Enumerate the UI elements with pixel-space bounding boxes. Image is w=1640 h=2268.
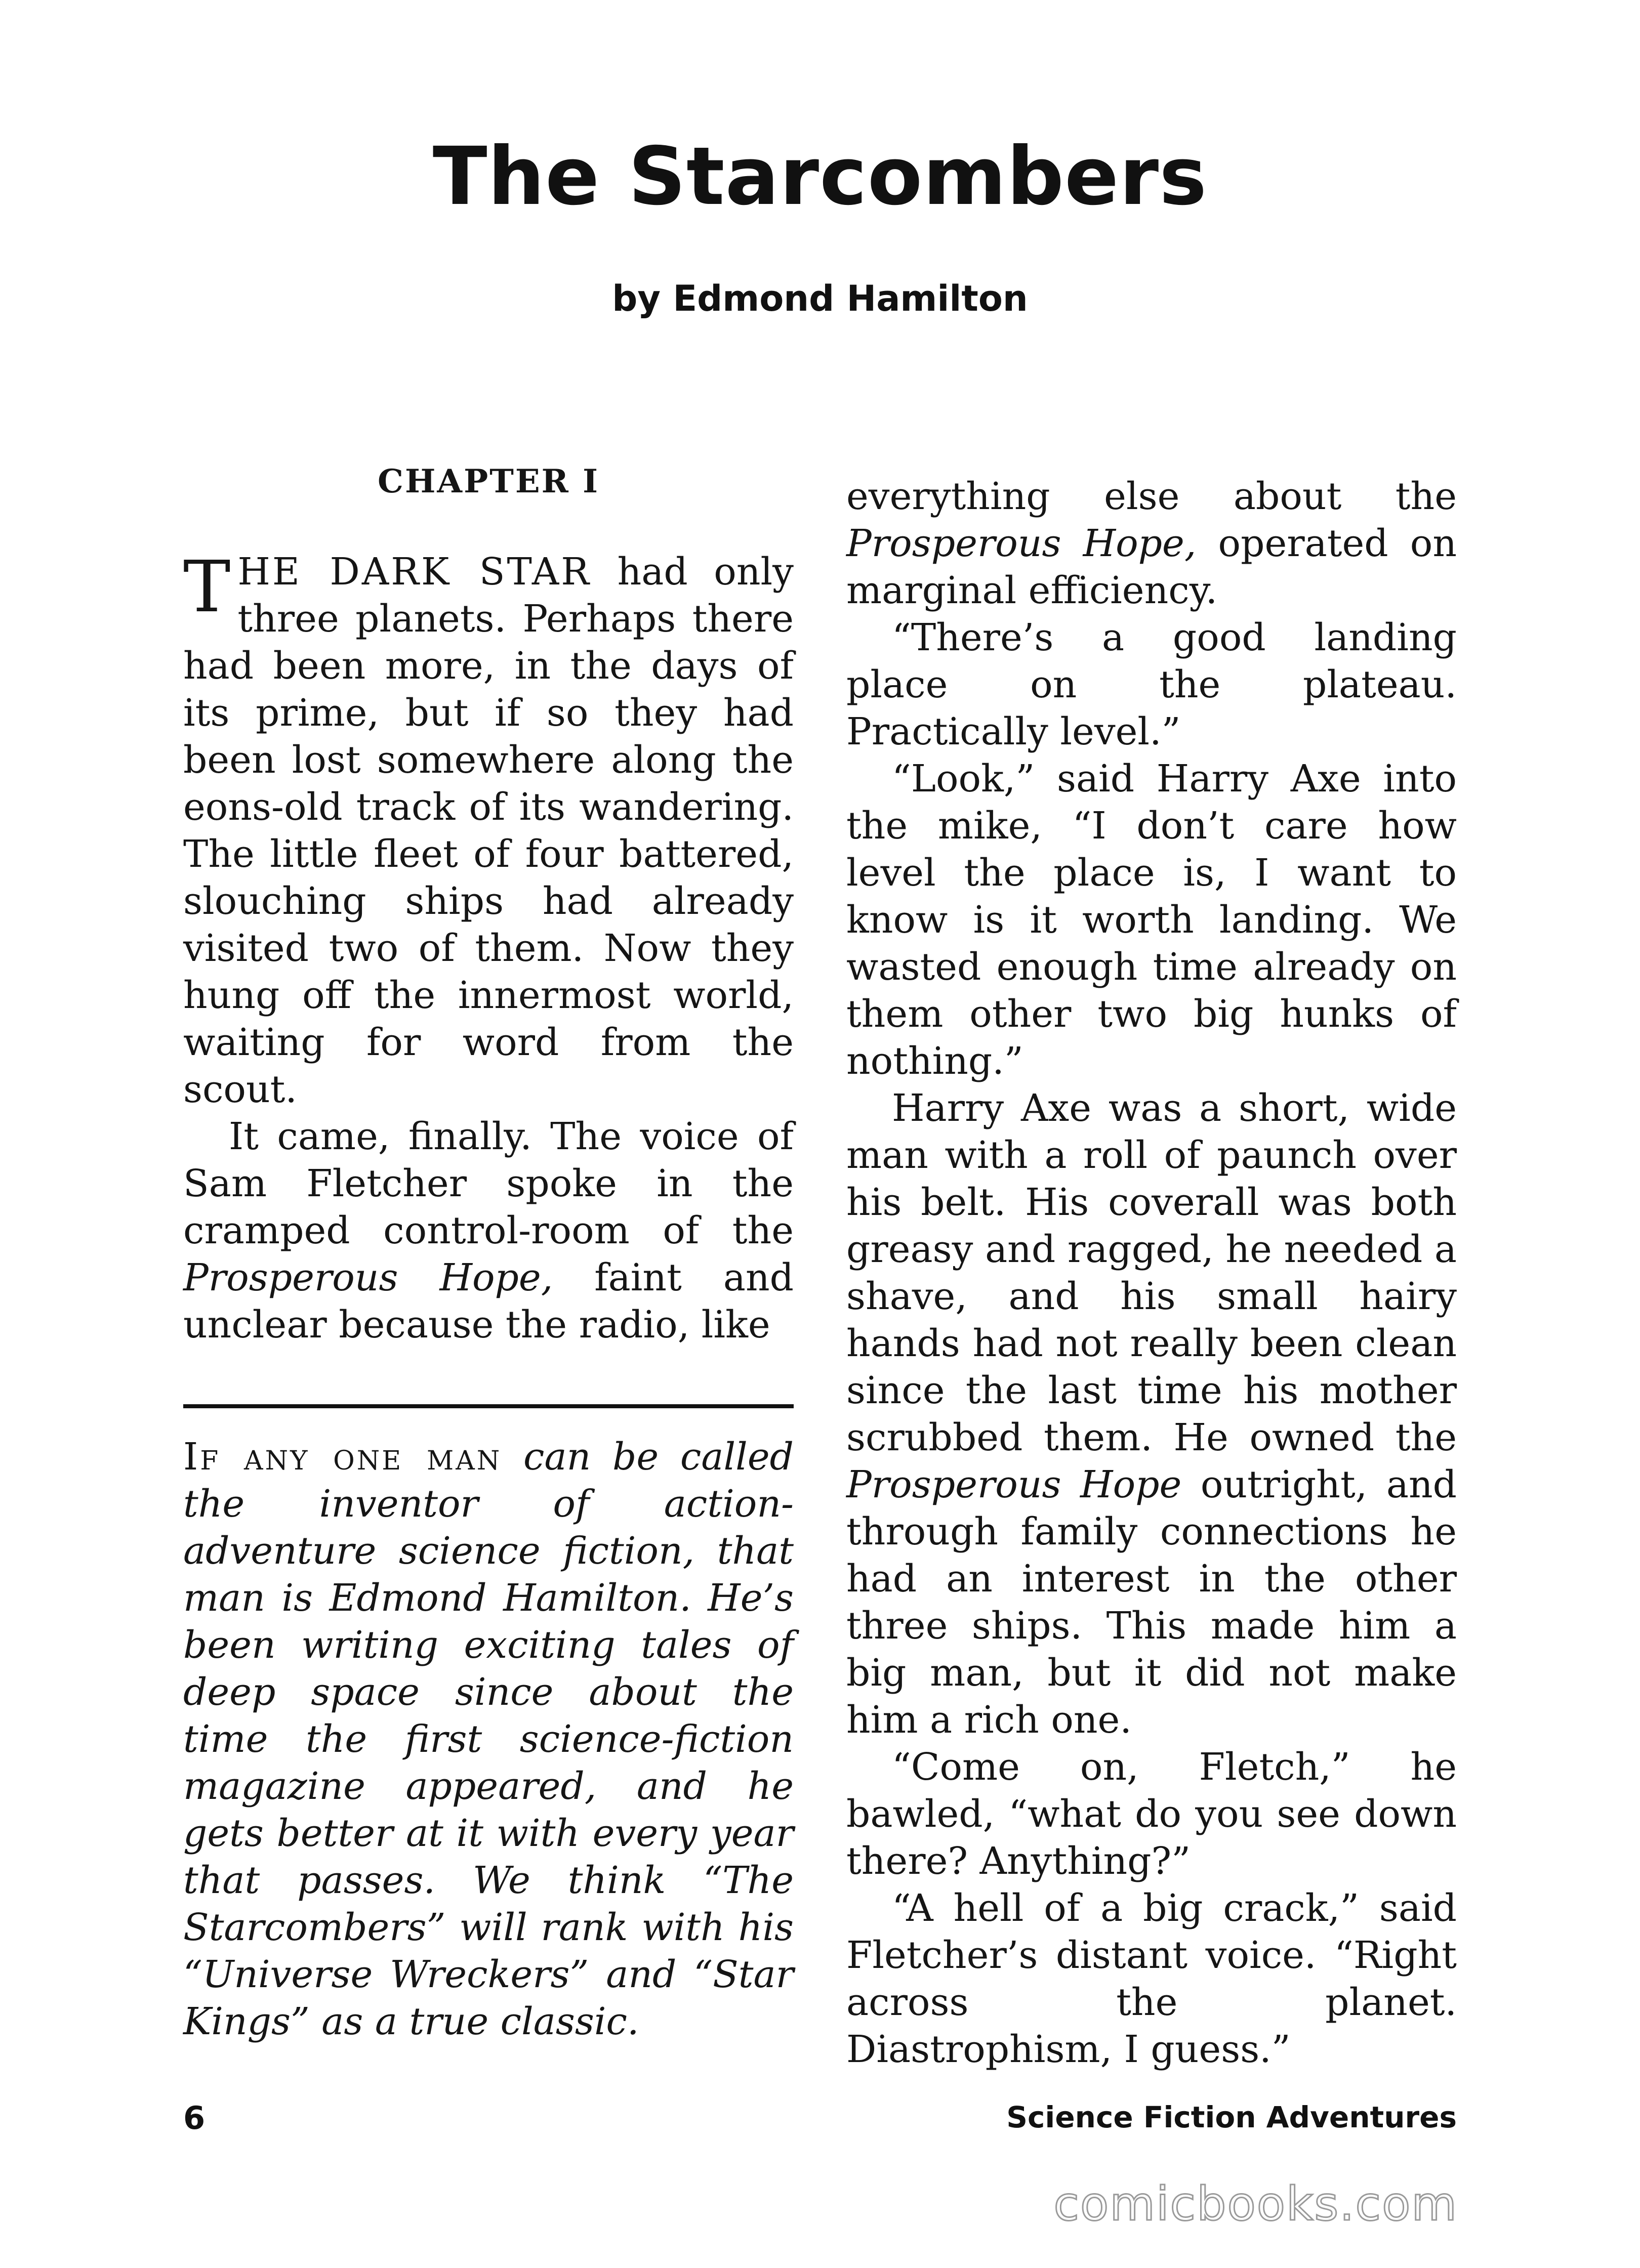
editorial-text: can be called the inventor of action-adventure science fiction, that man is Edmond Hamilton. He’s been writing exciting tales of deep space since about the time the first science-fiction magazine appeared, and he gets better at it with every year that passes. We think “The Starcombers” will rank with his “Universe Wreckers” and “Star Kings” as a true classic. — [183, 1435, 794, 2043]
paragraph-5-text-end: outright, and through family connections he had an interest in the other three ships. This made him a big man, but it did not make him a rich one. — [846, 1463, 1457, 1742]
editorial-lead: If any one man — [183, 1435, 502, 1479]
opening-text: had only three planets. Perhaps there had been more, in the days of its prime, but if so they had been lost somewhere along the eons-old track of its wandering. The little fleet of four battered, slouching ships had already visited two of them. Now they hung off the innermost world, waiting for word from the scout. — [183, 550, 794, 1111]
paragraph-7: “A hell of a big crack,” said Fletcher’s distant voice. “Right across the planet. Diastrophism, I guess.” — [846, 1886, 1457, 2071]
left-column — [183, 463, 794, 2045]
author-byline: by Edmond Hamilton — [612, 278, 1028, 319]
continued-text-end: operated on marginal efficiency. — [846, 522, 1457, 612]
paragraph-continued — [846, 473, 1457, 614]
magazine-name: Science Fiction Adventures — [1006, 2100, 1457, 2134]
continued-text: everything else about the — [846, 475, 1457, 518]
page-number: 6 — [183, 2099, 206, 2136]
paragraph-3: “There’s a good landing place on the plateau. Practically level.” — [846, 616, 1457, 753]
chapter-heading: CHAPTER I — [378, 463, 599, 500]
opening-paragraph — [183, 546, 794, 1113]
paragraph-5-text: Harry Axe was a short, wide man with a roll of paunch over his belt. His coverall was both greasy and ragged, he needed a shave, and his small hairy hands had not really been clean since the last time his mother scrubbed them. He owned the — [846, 1086, 1457, 1459]
ship-name: Prosperous Hope — [846, 1463, 1182, 1506]
story-title: The Starcombers — [432, 130, 1208, 223]
ship-name: Prosperous Hope, — [183, 1256, 553, 1299]
paragraph-5 — [846, 1085, 1457, 1744]
paragraph-2-text: It came, finally. The voice of Sam Fletcher spoke in the cramped control-room of the — [183, 1115, 794, 1252]
paragraph-4: “Look,” said Harry Axe into the mike, “I don’t care how level the place is, I want to know is it worth landing. We wasted enough time already on them other two big hunks of nothing.” — [846, 757, 1457, 1083]
divider-rule — [183, 1404, 794, 1408]
watermark: comicbooks.com — [1053, 2177, 1458, 2231]
opening-smallcaps: HE DARK STAR — [237, 550, 592, 594]
drop-cap: T — [183, 546, 231, 628]
paragraph-2 — [183, 1113, 794, 1349]
ship-name: Prosperous Hope, — [846, 522, 1197, 565]
right-column — [846, 473, 1457, 2073]
editorial-note — [183, 1434, 794, 2045]
paragraph-6: “Come on, Fletch,” he bawled, “what do you see down there? Anything?” — [846, 1745, 1457, 1883]
paragraph-2-text-end: faint and unclear because the radio, like — [183, 1256, 794, 1347]
